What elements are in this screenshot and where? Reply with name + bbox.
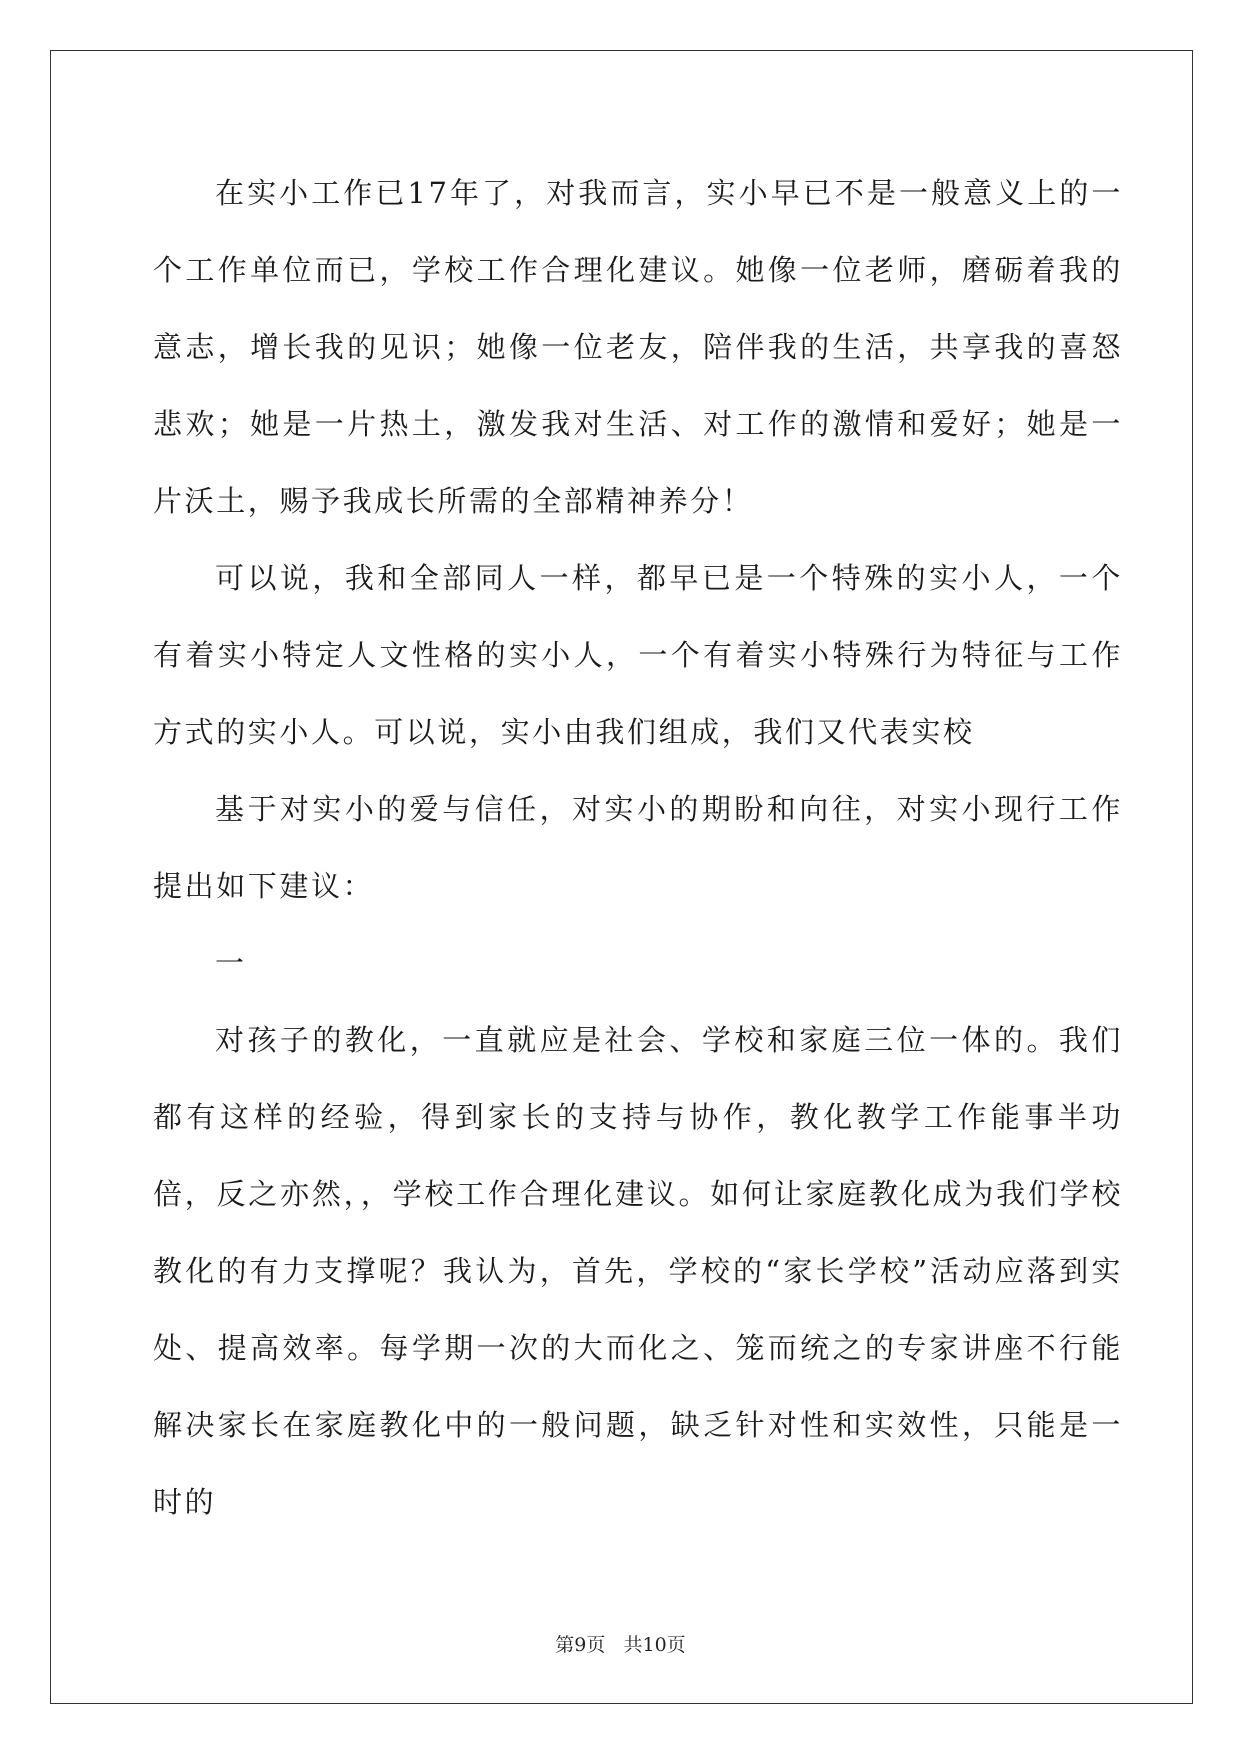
section-number: 一 [215,946,247,980]
paragraph: 对孩子的教化，一直就应是社会、学校和家庭三位一体的。我们都有这样的经验，得到家长的支持与协作，教化教学工作能事半功倍，反之亦然，，学校工作合理化建议。如何让家庭教化成为我们学校教化的有力支撑呢？我认为，首先，学校的“家长学校”活动应落到实处、提高效率。每学期一次的大而化之、笼而统之的专家讲座不行能解决家长在家庭教化中的一般问题，缺乏针对性和实效性，只能是一时的 [153,1023,1123,1519]
paragraph: 基于对实小的爱与信任，对实小的期盼和向往，对实小现行工作提出如下建议： [153,792,1123,903]
page-footer [0,1630,1241,1657]
paragraph: 可以说，我和全部同人一样，都早已是一个特殊的实小人，一个有着实小特定人文性格的实小人，一个有着实小特殊行为特征与工作方式的实小人。可以说，实小由我们组成，我们又代表实校 [153,561,1123,749]
document-body [153,155,1123,1541]
page-number: 第9页 共10页 [555,1634,686,1656]
paragraph: 在实小工作已17年了，对我而言，实小早已不是一般意义上的一个工作单位而已，学校工作合理化建议。她像一位老师，磨砺着我的意志，增长我的见识；她像一位老友，陪伴我的生活，共享我的喜怒悲欢；她是一片热土，激发我对生活、对工作的激情和爱好；她是一片沃土，赐予我成长所需的全部精神养分！ [153,176,1123,518]
